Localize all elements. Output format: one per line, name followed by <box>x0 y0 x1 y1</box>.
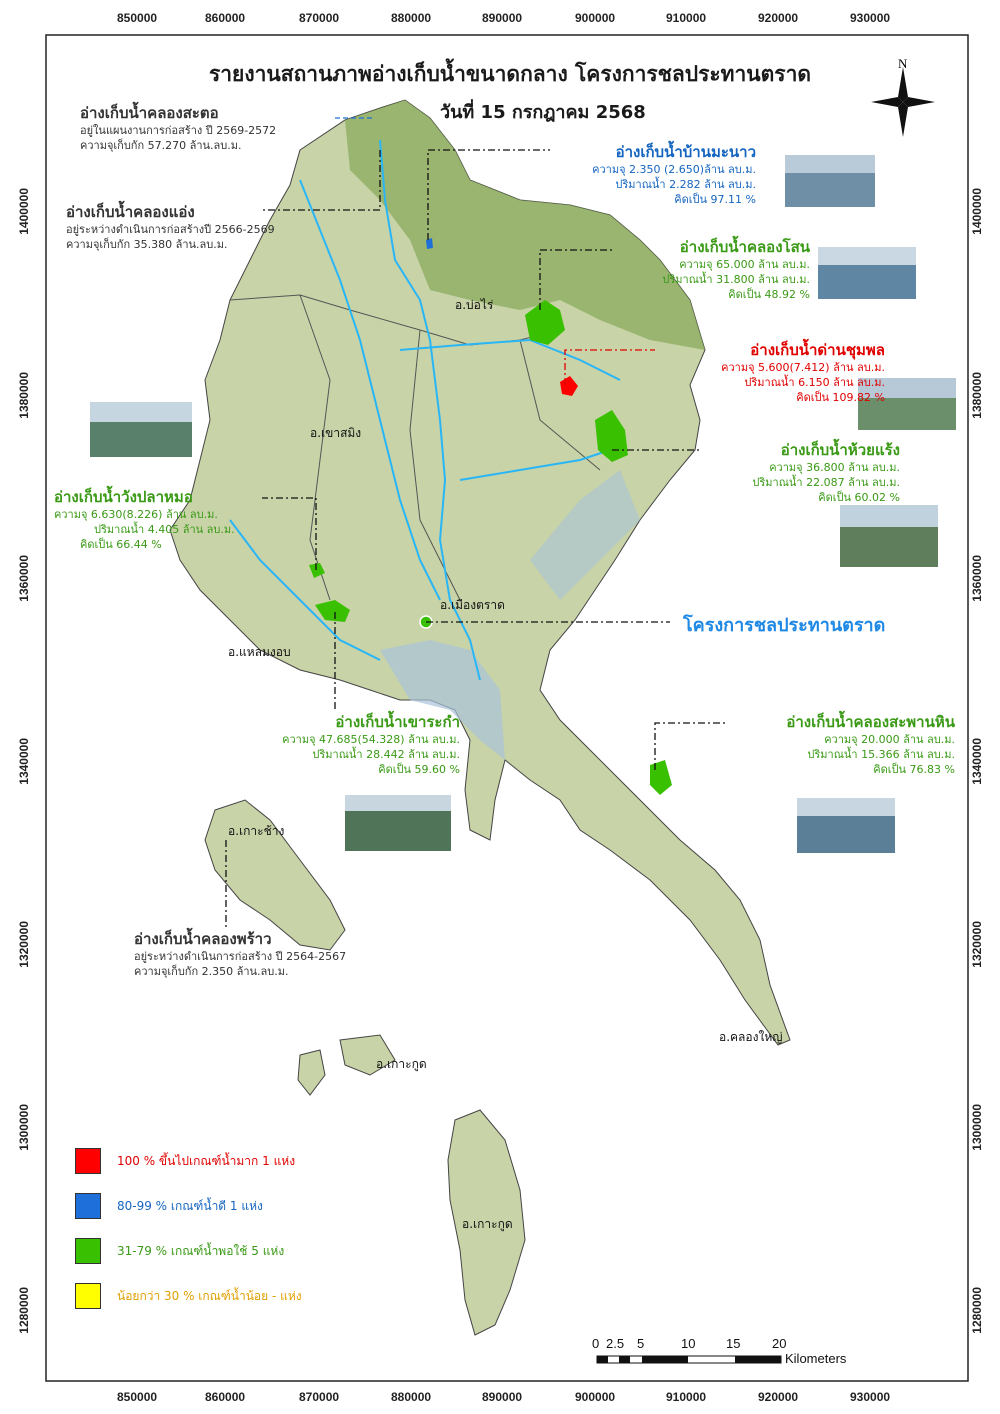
district-label: อ.เกาะช้าง <box>228 824 285 838</box>
reservoir-info: ความจุเก็บกัก 35.380 ล้าน.ลบ.ม. <box>66 238 228 251</box>
reservoir-info: ความจุ 20.000 ล้าน ลบ.ม. <box>824 733 955 746</box>
district-label: อ.เมืองตราด <box>440 598 505 612</box>
label-aeng <box>66 203 275 252</box>
x-tick: 880000 <box>391 11 432 25</box>
x-tick: 870000 <box>299 1390 340 1404</box>
x-tick: 900000 <box>575 1390 616 1404</box>
district-label: อ.เกาะกูด <box>376 1057 427 1071</box>
reservoir-info: ความจุ 6.630(8.226) ล้าน ลบ.ม. <box>54 508 218 521</box>
reservoir-info: ความจุ 2.350 (2.650)ล้าน ลบ.ม. <box>592 163 756 176</box>
label-satho <box>80 104 276 153</box>
legend-label: 31-79 % เกณฑ์น้ำพอใช้ 5 แห่ง <box>117 1243 285 1258</box>
reservoir-info: อยู่ระหว่างดำเนินการก่อสร้าง ปี 2564-2567 <box>134 950 347 963</box>
label-danchumphon <box>655 341 885 405</box>
map-title: รายงานสถานภาพอ่างเก็บน้ำขนาดกลาง โครงการชลประทานตราด <box>208 62 812 86</box>
x-tick: 920000 <box>758 1390 799 1404</box>
legend-label: 80-99 % เกณฑ์น้ำดี 1 แห่ง <box>117 1198 263 1213</box>
y-tick: 1300000 <box>17 1104 31 1151</box>
y-tick: 1380000 <box>17 372 31 419</box>
reservoir-info: ปริมาณน้ำ 2.282 ล้าน ลบ.ม. <box>615 178 756 191</box>
legend-item <box>75 1148 302 1174</box>
reservoir-info: ความจุเก็บกัก 2.350 ล้าน.ลบ.ม. <box>134 965 289 978</box>
label-saphanhin <box>725 713 955 777</box>
scale-tick: 2.5 <box>606 1336 625 1351</box>
x-tick: 860000 <box>205 1390 246 1404</box>
x-tick: 930000 <box>850 11 891 25</box>
x-tick: 850000 <box>117 11 158 25</box>
reservoir-name: อ่างเก็บน้ำคลองพร้าว <box>134 930 272 948</box>
district-label: อ.เขาสมิง <box>310 426 362 440</box>
y-tick: 1400000 <box>17 188 31 235</box>
label-manao <box>530 143 756 207</box>
x-tick: 920000 <box>758 11 799 25</box>
legend-label: 100 % ขึ้นไปเกณฑ์น้ำมาก 1 แห่ง <box>117 1153 296 1168</box>
y-tick: 1320000 <box>17 921 31 968</box>
y-tick: 1320000 <box>970 921 984 968</box>
district-label: อ.เกาะกูด <box>462 1217 513 1231</box>
y-tick: 1300000 <box>970 1104 984 1151</box>
reservoir-percent: คิดเป็น 109.82 % <box>796 391 885 404</box>
label-khaorakam <box>240 713 460 777</box>
legend-item <box>75 1238 302 1264</box>
x-tick: 870000 <box>299 11 340 25</box>
x-tick: 890000 <box>482 1390 523 1404</box>
legend-label: น้อยกว่า 30 % เกณฑ์น้ำน้อย - แห่ง <box>117 1288 302 1303</box>
reservoir-name: อ่างเก็บน้ำคลองสะพานหิน <box>786 713 955 731</box>
scale-tick: 0 <box>592 1336 600 1351</box>
district-label: อ.แหลมงอบ <box>228 645 291 659</box>
reservoir-info: ความจุ 36.800 ล้าน ลบ.ม. <box>769 461 900 474</box>
scale-bar <box>597 1356 781 1363</box>
reservoir-info: อยู่ระหว่างดำเนินการก่อสร้างปี 2566-2569 <box>66 223 275 236</box>
reservoir-info: ปริมาณน้ำ 22.087 ล้าน ลบ.ม. <box>752 476 900 489</box>
x-tick: 910000 <box>666 11 707 25</box>
legend-swatch <box>75 1283 101 1309</box>
district-label: อ.คลองใหญ่ <box>719 1030 783 1044</box>
reservoir-info: ปริมาณน้ำ 31.800 ล้าน ลบ.ม. <box>662 273 810 286</box>
label-wangplamo <box>54 488 235 552</box>
y-tick: 1340000 <box>17 738 31 785</box>
y-tick: 1360000 <box>970 555 984 602</box>
legend-item <box>75 1193 302 1219</box>
x-tick: 880000 <box>391 1390 432 1404</box>
reservoir-percent: คิดเป็น 59.60 % <box>378 763 460 776</box>
reservoir-name: อ่างเก็บน้ำด่านชุมพล <box>750 341 885 359</box>
legend-item <box>75 1283 302 1309</box>
reservoir-percent: คิดเป็น 60.02 % <box>818 491 900 504</box>
reservoir-info: ปริมาณน้ำ 28.442 ล้าน ลบ.ม. <box>312 748 460 761</box>
y-tick: 1280000 <box>17 1287 31 1334</box>
reservoir-percent: คิดเป็น 76.83 % <box>873 763 955 776</box>
scale-tick: 20 <box>772 1336 787 1351</box>
reservoir-name: อ่างเก็บน้ำวังปลาหมอ <box>54 488 193 506</box>
district-label: อ.บ่อไร่ <box>455 298 494 312</box>
x-tick: 910000 <box>666 1390 707 1404</box>
reservoir-percent: คิดเป็น 66.44 % <box>80 538 162 551</box>
y-tick: 1340000 <box>970 738 984 785</box>
reservoir-name: อ่างเก็บน้ำคลองสะตอ <box>80 104 219 122</box>
legend <box>75 1148 302 1328</box>
reservoir-info: อยู่ในแผนงานการก่อสร้าง ปี 2569-2572 <box>80 124 277 137</box>
reservoir-name: อ่างเก็บน้ำคลองแอ่ง <box>66 203 195 221</box>
x-tick: 850000 <box>117 1390 158 1404</box>
reservoir-info: ปริมาณน้ำ 4.405 ล้าน ลบ.ม. <box>94 523 235 536</box>
x-tick: 860000 <box>205 11 246 25</box>
label-huairaeng <box>680 441 900 505</box>
x-tick: 930000 <box>850 1390 891 1404</box>
legend-swatch <box>75 1238 101 1264</box>
reservoir-percent: คิดเป็น 97.11 % <box>674 193 756 206</box>
reservoir-info: ความจุ 5.600(7.412) ล้าน ลบ.ม. <box>721 361 885 374</box>
reservoir-info: ปริมาณน้ำ 15.366 ล้าน ลบ.ม. <box>807 748 955 761</box>
label-phrao <box>134 930 346 979</box>
report-date: วันที่ 15 กรกฎาคม 2568 <box>440 102 646 123</box>
reservoir-info: ปริมาณน้ำ 6.150 ล้าน ลบ.ม. <box>744 376 885 389</box>
y-tick: 1400000 <box>970 188 984 235</box>
scale-tick: 5 <box>637 1336 645 1351</box>
reservoir-name: อ่างเก็บน้ำคลองโสน <box>679 238 810 256</box>
reservoir-info: ความจุ 65.000 ล้าน ลบ.ม. <box>679 258 810 271</box>
y-tick: 1280000 <box>970 1287 984 1334</box>
y-tick: 1380000 <box>970 372 984 419</box>
project-label: โครงการชลประทานตราด <box>683 615 886 636</box>
scale-tick: 10 <box>681 1336 696 1351</box>
scale-unit: Kilometers <box>785 1351 847 1366</box>
reservoir-info: ความจุ 47.685(54.328) ล้าน ลบ.ม. <box>282 733 460 746</box>
y-tick: 1360000 <box>17 555 31 602</box>
reservoir-percent: คิดเป็น 48.92 % <box>728 288 810 301</box>
north-label: N <box>898 56 908 71</box>
reservoir-name: อ่างเก็บน้ำบ้านมะนาว <box>615 143 756 161</box>
x-tick: 890000 <box>482 11 523 25</box>
reservoir-name: อ่างเก็บน้ำเขาระกำ <box>335 713 460 731</box>
legend-swatch <box>75 1148 101 1174</box>
reservoir-name: อ่างเก็บน้ำห้วยแร้ง <box>780 441 900 459</box>
reservoir-info: ความจุเก็บกัก 57.270 ล้าน.ลบ.ม. <box>80 139 242 152</box>
x-tick: 900000 <box>575 11 616 25</box>
scale-tick: 15 <box>726 1336 741 1351</box>
label-khlongson <box>600 238 810 302</box>
legend-swatch <box>75 1193 101 1219</box>
